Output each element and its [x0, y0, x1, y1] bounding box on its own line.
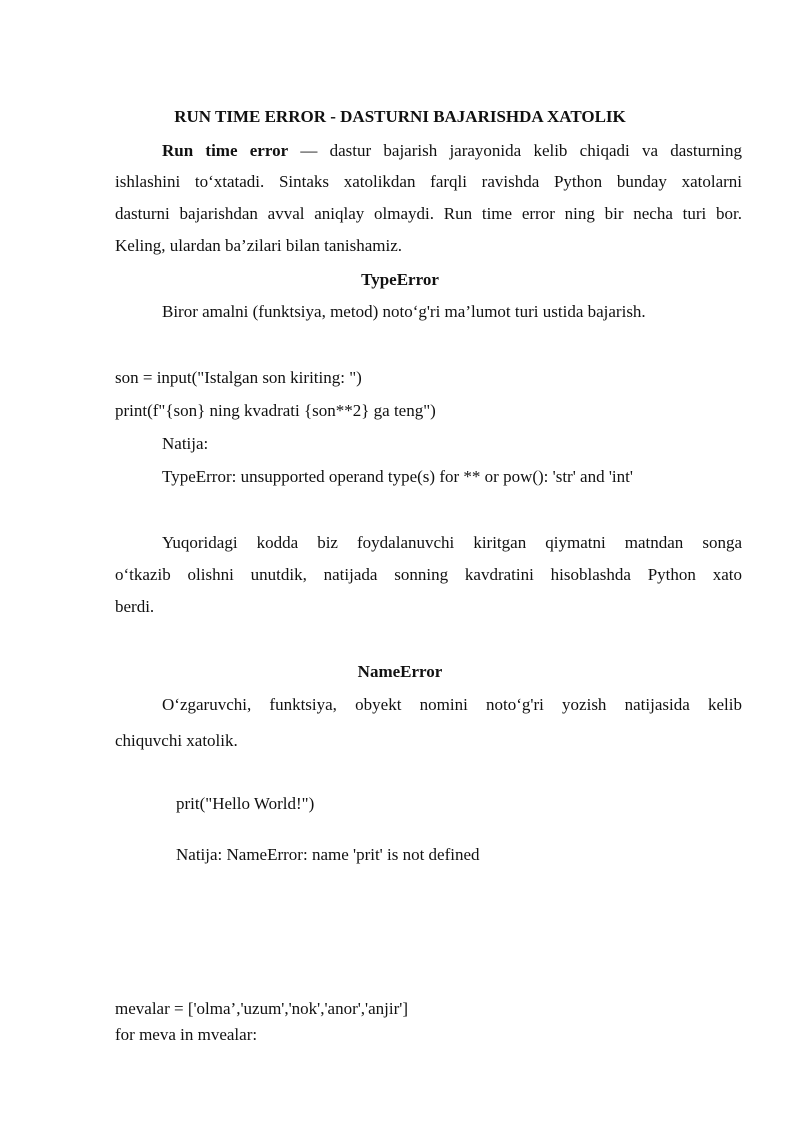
intro-line-1-text: — dastur bajarish jarayonida kelib chiqadi va dasturning: [288, 141, 742, 160]
intro-line-1: [162, 141, 742, 163]
typeerror-explain-line-3: berdi.: [115, 597, 155, 616]
term-run-time-error: Run time error: [162, 141, 289, 160]
intro-line-2: ishlashini to‘xtatadi. Sintaks xatolikdan farqli ravishda Python bunday xatolarni: [115, 172, 742, 191]
typeerror-heading: TypeError: [361, 270, 439, 289]
nameerror-result: Natija: NameError: name 'prit' is not defined: [176, 845, 480, 864]
typeerror-code-line-1: son = input("Istalgan son kiriting: "): [115, 368, 362, 387]
intro-line-3: dasturni bajarishdan avval aniqlay olmaydi. Run time error ning bir necha turi bor.: [115, 204, 742, 223]
nameerror-desc-line-1: O‘zgaruvchi, funktsiya, obyekt nomini noto‘g'ri yozish natijasida kelib: [162, 695, 742, 714]
typeerror-explain-line-1: Yuqoridagi kodda biz foydalanuvchi kiritgan qiymatni matndan songa: [162, 533, 742, 552]
bottom-code-line-1: mevalar = ['olma’,'uzum','nok','anor','anjir']: [115, 999, 409, 1018]
nameerror-desc-line-2: chiquvchi xatolik.: [115, 731, 238, 750]
intro-line-4: Keling, ulardan ba’zilari bilan tanishamiz.: [115, 236, 403, 255]
nameerror-code: prit("Hello World!"): [176, 794, 315, 813]
typeerror-result-label: Natija:: [162, 434, 209, 453]
typeerror-result: TypeError: unsupported operand type(s) for ** or pow(): 'str' and 'int': [162, 467, 633, 486]
typeerror-explain-line-2: o‘tkazib olishni unutdik, natijada sonning kavdratini hisoblashda Python xato: [115, 565, 742, 584]
nameerror-heading: NameError: [357, 662, 443, 681]
typeerror-description: Biror amalni (funktsiya, metod) noto‘g'ri ma’lumot turi ustida bajarish.: [162, 302, 646, 321]
page-title: RUN TIME ERROR - DASTURNI BAJARISHDA XATOLIK: [174, 107, 626, 126]
typeerror-code-line-2: print(f"{son} ning kvadrati {son**2} ga teng"): [115, 401, 436, 420]
bottom-code-line-2: for meva in mvealar:: [115, 1025, 258, 1044]
